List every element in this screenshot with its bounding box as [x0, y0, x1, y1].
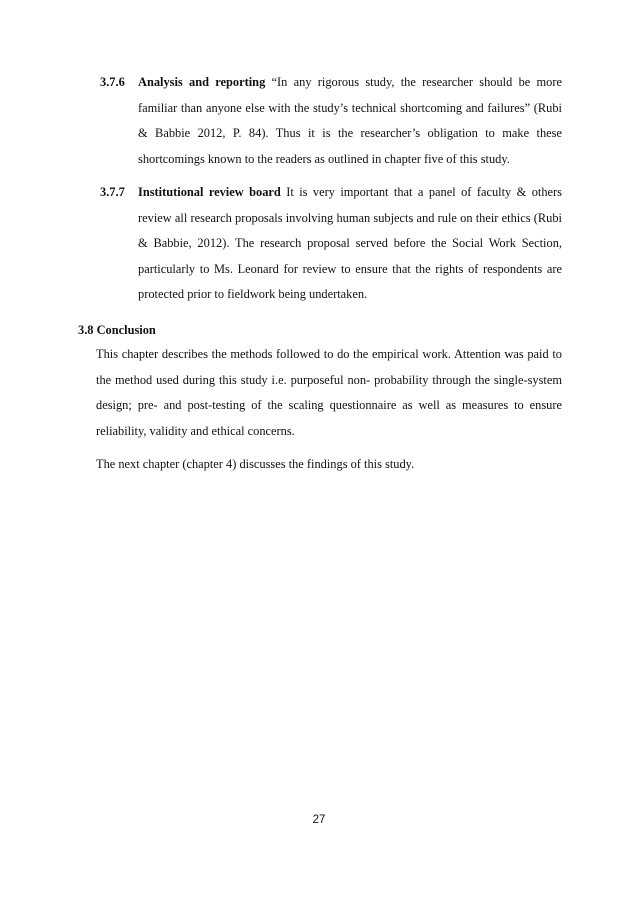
- subsection-analysis-and-reporting: [100, 70, 562, 172]
- conclusion-paragraph: This chapter describes the methods followed to do the empirical work. Attention was paid to the method used during this study i.e. purposeful non- probability through the single-system design; pre- and post-testing of the scaling questionnaire as well as measures to ensure reliability, validity and ethical concerns.: [96, 347, 562, 438]
- subsection-number: 3.7.6: [100, 75, 125, 89]
- subsection-number: 3.7.7: [100, 185, 125, 199]
- next-chapter-paragraph: The next chapter (chapter 4) discusses the findings of this study.: [96, 457, 415, 471]
- subsection-title: Institutional review board: [138, 185, 281, 199]
- subsection-institutional-review-board: [100, 180, 562, 308]
- subsection-title: Analysis and reporting: [138, 75, 266, 89]
- subsection-text: “In any rigorous study, the researcher should be more familiar than anyone else with the study’s technical shortcoming and failures” (Rubi & Babbie 2012, P. 84). Thus it is the researcher’s obligation to make these shortcomings known to the readers as outlined in chapter five of this study.: [138, 75, 562, 166]
- page-number: 27: [312, 814, 326, 826]
- subsection-body: [138, 180, 562, 308]
- section-heading-conclusion: 3.8 Conclusion: [78, 323, 156, 337]
- subsection-text: It is very important that a panel of faculty & others review all research proposals involving human subjects and rule on their ethics (Rubi & Babbie, 2012). The research proposal served before the Social Work Section, particularly to Ms. Leonard for review to ensure that the rights of respondents are protected prior to fieldwork being undertaken.: [138, 185, 562, 301]
- subsection-body: [138, 70, 562, 172]
